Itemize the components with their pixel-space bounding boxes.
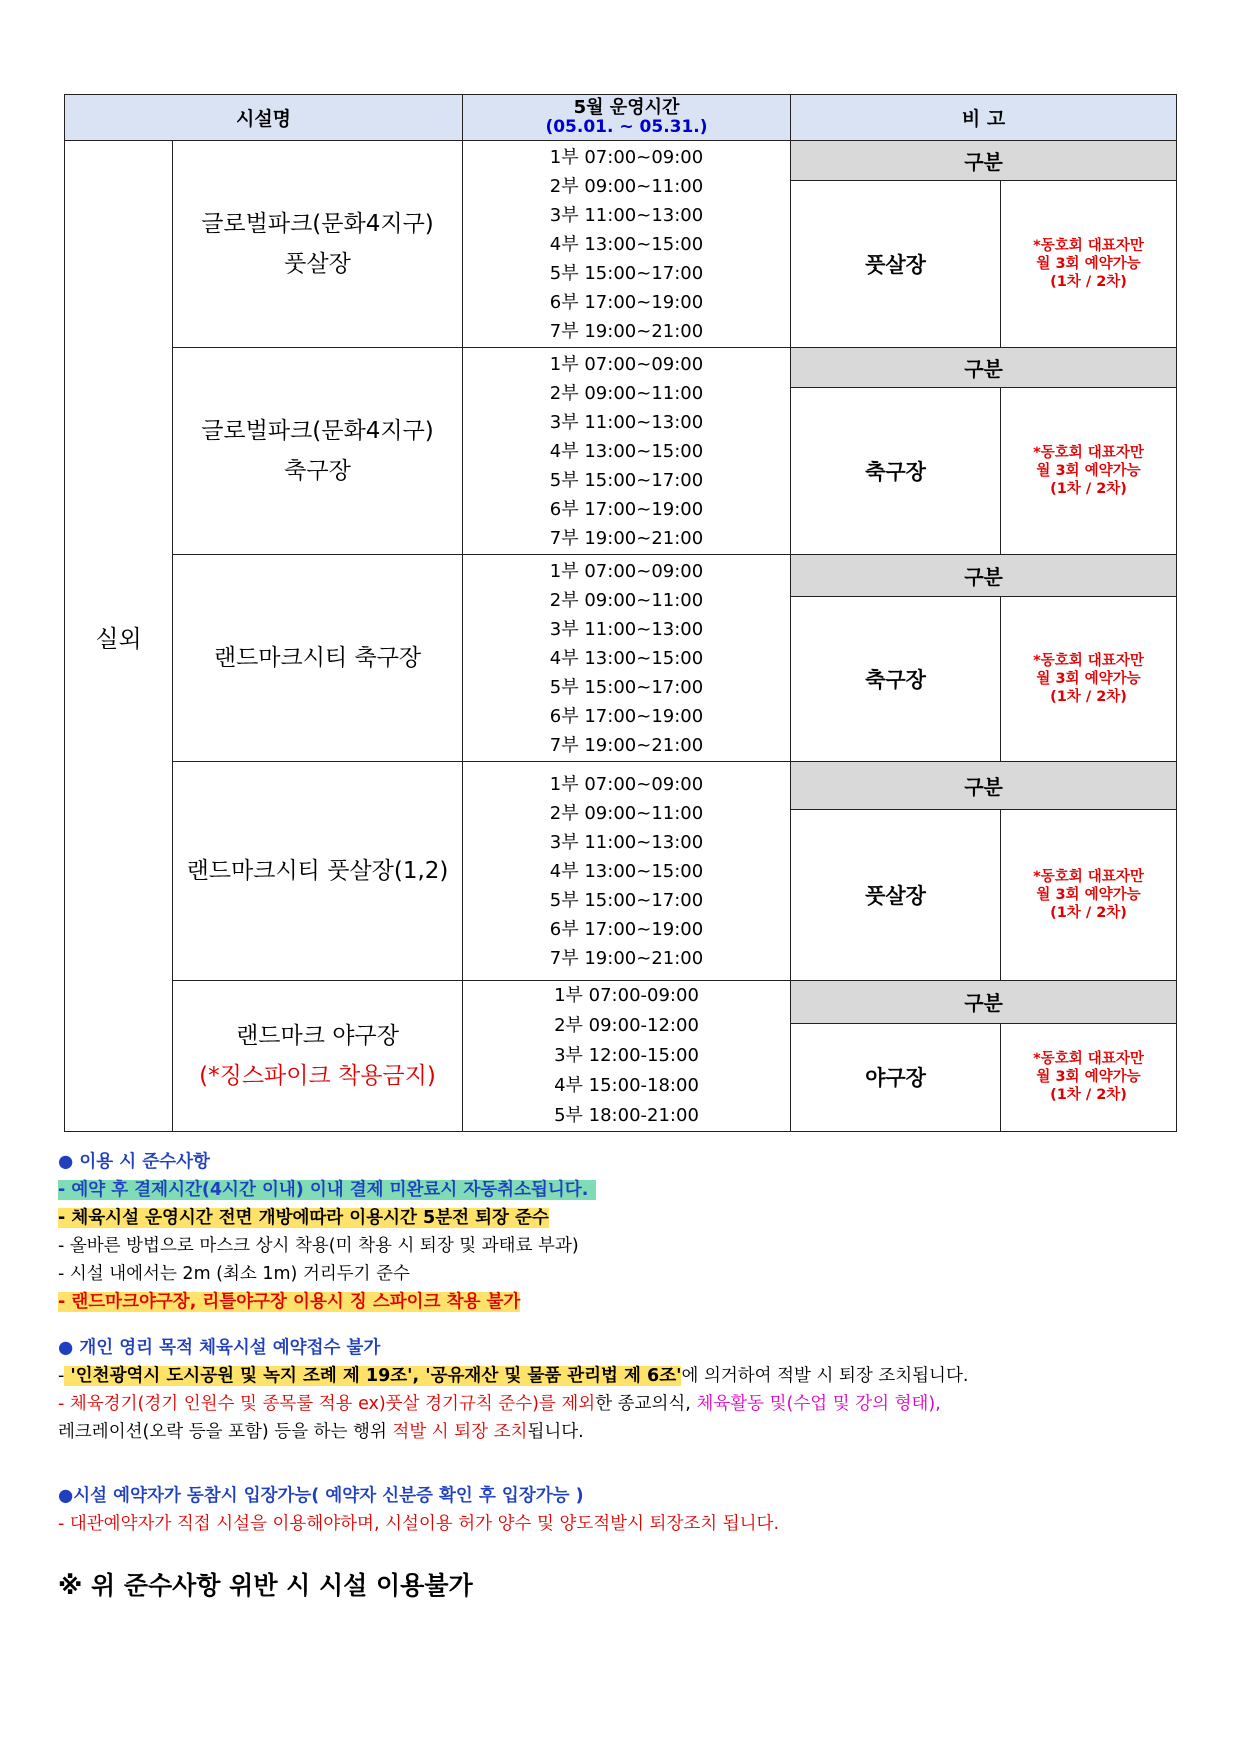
reservation-note-line: (1차 / 2차) — [1050, 481, 1127, 497]
notice-activity — [58, 1390, 941, 1415]
time-slot: 3부 11:00~13:00 — [549, 618, 704, 640]
reservation-note-line: 월 3회 예약가능 — [1036, 256, 1141, 272]
facility-kind: 풋살장 — [791, 181, 1001, 348]
reservation-note — [1001, 810, 1177, 981]
facility-name-line: 글로벌파크(문화4지구) — [201, 418, 434, 444]
facility-kind: 야구장 — [791, 1023, 1001, 1131]
section2-title: ● 개인 영리 목적 체육시설 예약접수 불가 — [58, 1338, 381, 1358]
reservation-note-line: (1차 / 2차) — [1050, 1087, 1127, 1104]
time-slot: 5부 15:00~17:00 — [549, 889, 704, 911]
time-slots — [463, 762, 791, 981]
header-remarks: 비 고 — [791, 95, 1177, 141]
reservation-note-line: 월 3회 예약가능 — [1036, 887, 1141, 903]
time-slots — [463, 555, 791, 762]
notice-spike: - 랜드마크야구장, 리틀야구장 이용시 징 스파이크 착용 불가 — [58, 1292, 521, 1312]
reservation-note-line: *동호회 대표자만 — [1033, 445, 1144, 461]
facility-name — [173, 348, 463, 555]
time-slot: 3부 11:00~13:00 — [549, 831, 704, 853]
facility-kind: 축구장 — [791, 388, 1001, 555]
reservation-note — [1001, 388, 1177, 555]
time-slot: 5부 15:00~17:00 — [549, 262, 704, 284]
time-slot: 5부 15:00~17:00 — [549, 469, 704, 491]
facility-name — [173, 555, 463, 762]
notice-rec-red: 적발 시 퇴장 조치 — [392, 1422, 528, 1442]
time-slot: 1부 07:00~09:00 — [549, 146, 704, 168]
facility-name-line: 랜드마크 야구장 — [236, 1023, 399, 1049]
facility-name-line: 풋살장 — [284, 251, 351, 277]
time-slot: 5부 18:00-21:00 — [554, 1105, 699, 1126]
time-slots — [463, 981, 791, 1132]
header-hours — [463, 95, 791, 141]
facility-kind: 풋살장 — [791, 810, 1001, 981]
time-slot: 6부 17:00~19:00 — [549, 918, 704, 940]
time-slot: 3부 11:00~13:00 — [549, 204, 704, 226]
notice-exit-early: - 체육시설 운영시간 전면 개방에따라 이용시간 5분전 퇴장 준수 — [58, 1208, 549, 1228]
notice-transfer: - 대관예약자가 직접 시설을 이용해야하며, 시설이용 허가 양수 및 양도적발시 퇴장조치 됩니다. — [58, 1514, 780, 1534]
facility-name — [173, 762, 463, 981]
time-slot: 4부 13:00~15:00 — [549, 233, 704, 255]
schedule-table — [64, 94, 1177, 1132]
notice-rec-a: 레크레이션(오락 등을 포함) 등을 하는 행위 — [58, 1422, 393, 1442]
category-cell: 실외 — [65, 141, 173, 1132]
time-slot: 4부 15:00-18:00 — [554, 1075, 699, 1096]
time-slot: 7부 19:00~21:00 — [549, 527, 704, 549]
reservation-note-line: *동호회 대표자만 — [1033, 653, 1144, 669]
time-slot: 4부 13:00~15:00 — [549, 647, 704, 669]
time-slot: 1부 07:00-09:00 — [554, 985, 699, 1006]
reservation-note-line: *동호회 대표자만 — [1033, 238, 1144, 254]
time-slot: 2부 09:00-12:00 — [554, 1015, 699, 1036]
notice-law-highlight: '인천광역시 도시공원 및 녹지 조례 제 19조', '공유재산 및 물품 관리법 제 6조' — [64, 1366, 682, 1386]
time-slot: 2부 09:00~11:00 — [549, 589, 704, 611]
time-slot: 2부 09:00~11:00 — [549, 802, 704, 824]
gubun-label: 구분 — [791, 981, 1177, 1024]
facility-name — [173, 141, 463, 348]
time-slot: 1부 07:00~09:00 — [549, 773, 704, 795]
notice-recreation — [58, 1418, 584, 1443]
reservation-note-line: (1차 / 2차) — [1050, 689, 1127, 705]
facility-name-line: 글로벌파크(문화4지구) — [201, 211, 434, 237]
time-slot: 6부 17:00~19:00 — [549, 291, 704, 313]
time-slot: 7부 19:00~21:00 — [549, 734, 704, 756]
time-slot: 2부 09:00~11:00 — [549, 382, 704, 404]
facility-name-line: 랜드마크시티 축구장 — [213, 645, 422, 671]
reservation-note-line: *동호회 대표자만 — [1033, 1051, 1144, 1068]
section3-title: ●시설 예약자가 동참시 입장가능( 예약자 신분증 확인 후 입장가능 ) — [58, 1486, 584, 1506]
reservation-note-line: (1차 / 2차) — [1050, 905, 1127, 921]
notice-activity-mid: 한 종교의식, — [595, 1394, 697, 1414]
facility-name — [173, 981, 463, 1132]
facility-warning: (*징스파이크 착용금지) — [199, 1063, 436, 1089]
notice-law-dash: - — [58, 1366, 65, 1386]
reservation-note — [1001, 597, 1177, 762]
facility-name-line: 랜드마크시티 풋살장(1,2) — [186, 858, 449, 884]
time-slot: 4부 13:00~15:00 — [549, 860, 704, 882]
reservation-note — [1001, 181, 1177, 348]
facility-kind: 축구장 — [791, 597, 1001, 762]
reservation-note-line: 월 3회 예약가능 — [1036, 463, 1141, 479]
time-slot: 3부 11:00~13:00 — [549, 411, 704, 433]
gubun-label: 구분 — [791, 762, 1177, 810]
notice-law-rest: 에 의거하여 적발 시 퇴장 조치됩니다. — [681, 1366, 969, 1386]
time-slots — [463, 348, 791, 555]
time-slot: 5부 15:00~17:00 — [549, 676, 704, 698]
section1-title: ● 이용 시 준수사항 — [58, 1152, 210, 1172]
time-slot: 4부 13:00~15:00 — [549, 440, 704, 462]
time-slot: 3부 12:00-15:00 — [554, 1045, 699, 1066]
reservation-note-line: 월 3회 예약가능 — [1036, 671, 1141, 687]
time-slot: 1부 07:00~09:00 — [549, 353, 704, 375]
header-facility: 시설명 — [65, 95, 463, 141]
notice-auto-cancel: - 예약 후 결제시간(4시간 이내) 이내 결제 미완료시 자동취소됩니다. — [58, 1180, 596, 1200]
gubun-label: 구분 — [791, 141, 1177, 181]
final-warning: ※ 위 준수사항 위반 시 시설 이용불가 — [58, 1571, 473, 1600]
time-slot: 6부 17:00~19:00 — [549, 705, 704, 727]
header-hours-range: (05.01. ~ 05.31.) — [545, 117, 708, 137]
time-slot: 6부 17:00~19:00 — [549, 498, 704, 520]
reservation-note-line: 월 3회 예약가능 — [1036, 1069, 1141, 1086]
notice-distance: - 시설 내에서는 2m (최소 1m) 거리두기 준수 — [58, 1264, 410, 1284]
notice-mask: - 올바른 방법으로 마스크 상시 착용(미 착용 시 퇴장 및 과태료 부과) — [58, 1236, 579, 1256]
notice-activity-red: - 체육경기(경기 인원수 및 종목룰 적용 ex)풋살 경기규칙 준수)를 제외 — [58, 1394, 596, 1414]
time-slot: 2부 09:00~11:00 — [549, 175, 704, 197]
notice-law — [58, 1362, 968, 1387]
gubun-label: 구분 — [791, 348, 1177, 388]
notice-activity-mag: 체육활동 및(수업 및 강의 형태), — [696, 1394, 941, 1414]
time-slot: 7부 19:00~21:00 — [549, 947, 704, 969]
gubun-label: 구분 — [791, 555, 1177, 597]
reservation-note-line: *동호회 대표자만 — [1033, 869, 1144, 885]
notice-rec-b: 됩니다. — [527, 1422, 584, 1442]
time-slot: 1부 07:00~09:00 — [549, 560, 704, 582]
time-slot: 7부 19:00~21:00 — [549, 320, 704, 342]
facility-name-line: 축구장 — [284, 458, 351, 484]
reservation-note-line: (1차 / 2차) — [1050, 274, 1127, 290]
time-slots — [463, 141, 791, 348]
reservation-note — [1001, 1023, 1177, 1131]
header-hours-title: 5월 운영시간 — [573, 97, 680, 118]
